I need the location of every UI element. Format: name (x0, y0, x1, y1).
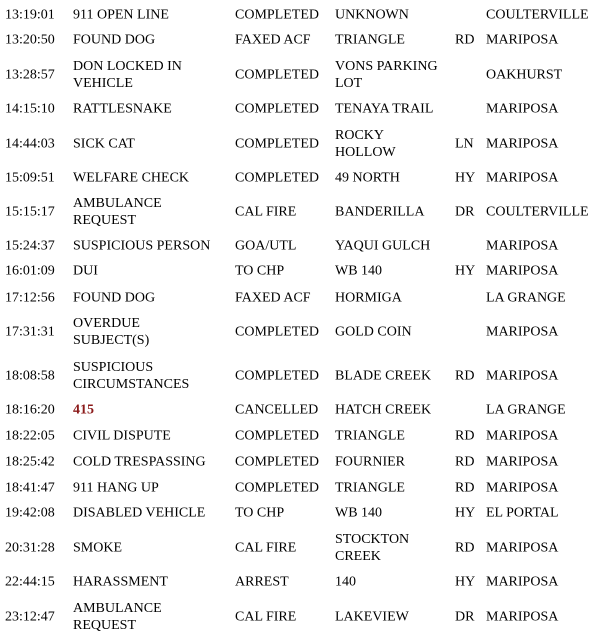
city-cell: LA GRANGE (486, 402, 566, 418)
log-row (0, 359, 614, 393)
disposition-cell: ARREST (235, 574, 289, 590)
type-cell: WELFARE CHECK (73, 170, 190, 186)
street-cell: YAQUI GULCH (335, 238, 431, 254)
street-cell: BANDERILLA (335, 204, 425, 220)
type-cell-line: CIRCUMSTANCES (73, 377, 190, 392)
log-row (0, 168, 614, 188)
street-suffix-cell: RD (455, 480, 475, 496)
type-cell: SUSPICIOUS PERSON (73, 238, 211, 254)
type-cell: FOUND DOG (73, 290, 156, 306)
time-cell: 18:22:05 (5, 428, 55, 444)
log-row (0, 426, 614, 446)
disposition-cell: COMPLETED (235, 428, 319, 444)
city-cell: MARIPOSA (486, 170, 559, 186)
type-cell: RATTLESNAKE (73, 101, 172, 117)
street-cell: HORMIGA (335, 290, 402, 306)
city-cell: MARIPOSA (486, 454, 559, 470)
time-cell: 18:08:58 (5, 368, 55, 384)
type-cell: COLD TRESPASSING (73, 454, 206, 470)
disposition-cell: COMPLETED (235, 454, 319, 470)
street-suffix-cell: RD (455, 540, 475, 556)
log-row (0, 400, 614, 420)
log-row (0, 531, 614, 565)
disposition-cell: CAL FIRE (235, 609, 297, 625)
city-cell: COULTERVILLE (486, 7, 589, 23)
log-row (0, 236, 614, 256)
type-cell (73, 315, 149, 349)
disposition-cell: FAXED ACF (235, 32, 311, 48)
log-row (0, 600, 614, 634)
time-cell: 14:44:03 (5, 136, 55, 152)
time-cell: 14:15:10 (5, 101, 55, 117)
type-cell: 415 (73, 402, 94, 418)
disposition-cell: COMPLETED (235, 480, 319, 496)
street-cell (335, 58, 438, 92)
time-cell: 20:31:28 (5, 540, 55, 556)
log-row (0, 261, 614, 281)
street-cell: BLADE CREEK (335, 368, 432, 384)
log-row (0, 30, 614, 50)
street-suffix-cell: LN (455, 136, 474, 152)
street-cell: TRIANGLE (335, 428, 405, 444)
type-cell: 911 OPEN LINE (73, 7, 169, 23)
type-cell-line: VEHICLE (73, 76, 133, 91)
city-cell: MARIPOSA (486, 368, 559, 384)
type-cell-line: REQUEST (73, 618, 136, 633)
type-cell-line: AMBULANCE (73, 196, 162, 211)
log-row (0, 478, 614, 498)
disposition-cell: COMPLETED (235, 67, 319, 83)
type-cell: FOUND DOG (73, 32, 156, 48)
city-cell: MARIPOSA (486, 32, 559, 48)
street-cell-line: CREEK (335, 549, 381, 564)
time-cell: 22:44:15 (5, 574, 55, 590)
log-row (0, 58, 614, 92)
time-cell: 13:19:01 (5, 7, 55, 23)
type-cell: 911 HANG UP (73, 480, 159, 496)
street-suffix-cell: RD (455, 368, 475, 384)
street-suffix-cell: DR (455, 609, 475, 625)
type-cell: SMOKE (73, 540, 123, 556)
disposition-cell: COMPLETED (235, 7, 319, 23)
city-cell: MARIPOSA (486, 238, 559, 254)
disposition-cell: COMPLETED (235, 101, 319, 117)
street-cell: GOLD COIN (335, 324, 412, 340)
type-cell (73, 58, 182, 92)
type-cell (73, 359, 189, 393)
disposition-cell: FAXED ACF (235, 290, 311, 306)
type-cell (73, 195, 162, 229)
log-row (0, 452, 614, 472)
street-cell (335, 127, 396, 161)
street-cell: 49 NORTH (335, 170, 400, 186)
type-cell: DUI (73, 263, 98, 279)
disposition-cell: TO CHP (235, 505, 285, 521)
disposition-cell: CANCELLED (235, 402, 319, 418)
street-cell-line: ROCKY (335, 128, 385, 143)
time-cell: 13:28:57 (5, 67, 55, 83)
street-cell-line: LOT (335, 76, 363, 91)
street-suffix-cell: RD (455, 32, 475, 48)
time-cell: 17:31:31 (5, 324, 55, 340)
log-row (0, 315, 614, 349)
city-cell: COULTERVILLE (486, 204, 589, 220)
type-cell: HARASSMENT (73, 574, 168, 590)
street-cell-line: HOLLOW (335, 145, 396, 160)
time-cell: 18:16:20 (5, 402, 55, 418)
log-row (0, 572, 614, 592)
street-cell (335, 531, 409, 565)
street-cell: FOURNIER (335, 454, 406, 470)
city-cell: OAKHURST (486, 67, 563, 83)
street-cell: TENAYA TRAIL (335, 101, 434, 117)
log-row (0, 288, 614, 308)
disposition-cell: COMPLETED (235, 136, 319, 152)
street-suffix-cell: DR (455, 204, 475, 220)
city-cell: MARIPOSA (486, 609, 559, 625)
type-cell-line: REQUEST (73, 213, 136, 228)
city-cell: MARIPOSA (486, 324, 559, 340)
time-cell: 17:12:56 (5, 290, 55, 306)
time-cell: 16:01:09 (5, 263, 55, 279)
type-cell-line: SUBJECT(S) (73, 333, 150, 348)
city-cell: MARIPOSA (486, 101, 559, 117)
street-suffix-cell: RD (455, 428, 475, 444)
type-cell: DISABLED VEHICLE (73, 505, 206, 521)
street-cell: LAKEVIEW (335, 609, 409, 625)
disposition-cell: GOA/UTL (235, 238, 297, 254)
time-cell: 13:20:50 (5, 32, 55, 48)
city-cell: MARIPOSA (486, 540, 559, 556)
time-cell: 15:15:17 (5, 204, 55, 220)
type-cell: CIVIL DISPUTE (73, 428, 171, 444)
city-cell: MARIPOSA (486, 428, 559, 444)
time-cell: 15:24:37 (5, 238, 55, 254)
street-suffix-cell: HY (455, 170, 476, 186)
disposition-cell: CAL FIRE (235, 204, 297, 220)
disposition-cell: COMPLETED (235, 324, 319, 340)
type-cell-line: DON LOCKED IN (73, 59, 182, 74)
disposition-cell: CAL FIRE (235, 540, 297, 556)
city-cell: MARIPOSA (486, 136, 559, 152)
street-cell-line: STOCKTON (335, 532, 410, 547)
type-cell (73, 600, 162, 634)
street-cell: HATCH CREEK (335, 402, 432, 418)
city-cell: MARIPOSA (486, 574, 559, 590)
street-suffix-cell: HY (455, 574, 476, 590)
type-cell-line: AMBULANCE (73, 601, 162, 616)
street-suffix-cell: HY (455, 505, 476, 521)
street-suffix-cell: HY (455, 263, 476, 279)
disposition-cell: TO CHP (235, 263, 285, 279)
time-cell: 15:09:51 (5, 170, 55, 186)
log-row (0, 99, 614, 119)
log-row (0, 503, 614, 523)
street-cell: TRIANGLE (335, 480, 405, 496)
city-cell: LA GRANGE (486, 290, 566, 306)
street-suffix-cell: RD (455, 454, 475, 470)
log-row (0, 195, 614, 229)
disposition-cell: COMPLETED (235, 368, 319, 384)
log-row (0, 127, 614, 161)
time-cell: 23:12:47 (5, 609, 55, 625)
disposition-cell: COMPLETED (235, 170, 319, 186)
street-cell: WB 140 (335, 263, 383, 279)
time-cell: 19:42:08 (5, 505, 55, 521)
city-cell: EL PORTAL (486, 505, 559, 521)
type-cell-line: OVERDUE (73, 316, 140, 331)
street-cell-line: VONS PARKING (335, 59, 438, 74)
city-cell: MARIPOSA (486, 263, 559, 279)
street-cell: UNKNOWN (335, 7, 409, 23)
log-row (0, 5, 614, 25)
city-cell: MARIPOSA (486, 480, 559, 496)
time-cell: 18:25:42 (5, 454, 55, 470)
type-cell: SICK CAT (73, 136, 135, 152)
time-cell: 18:41:47 (5, 480, 55, 496)
street-cell: 140 (335, 574, 356, 590)
street-cell: WB 140 (335, 505, 383, 521)
type-cell-line: SUSPICIOUS (73, 360, 154, 375)
street-cell: TRIANGLE (335, 32, 405, 48)
